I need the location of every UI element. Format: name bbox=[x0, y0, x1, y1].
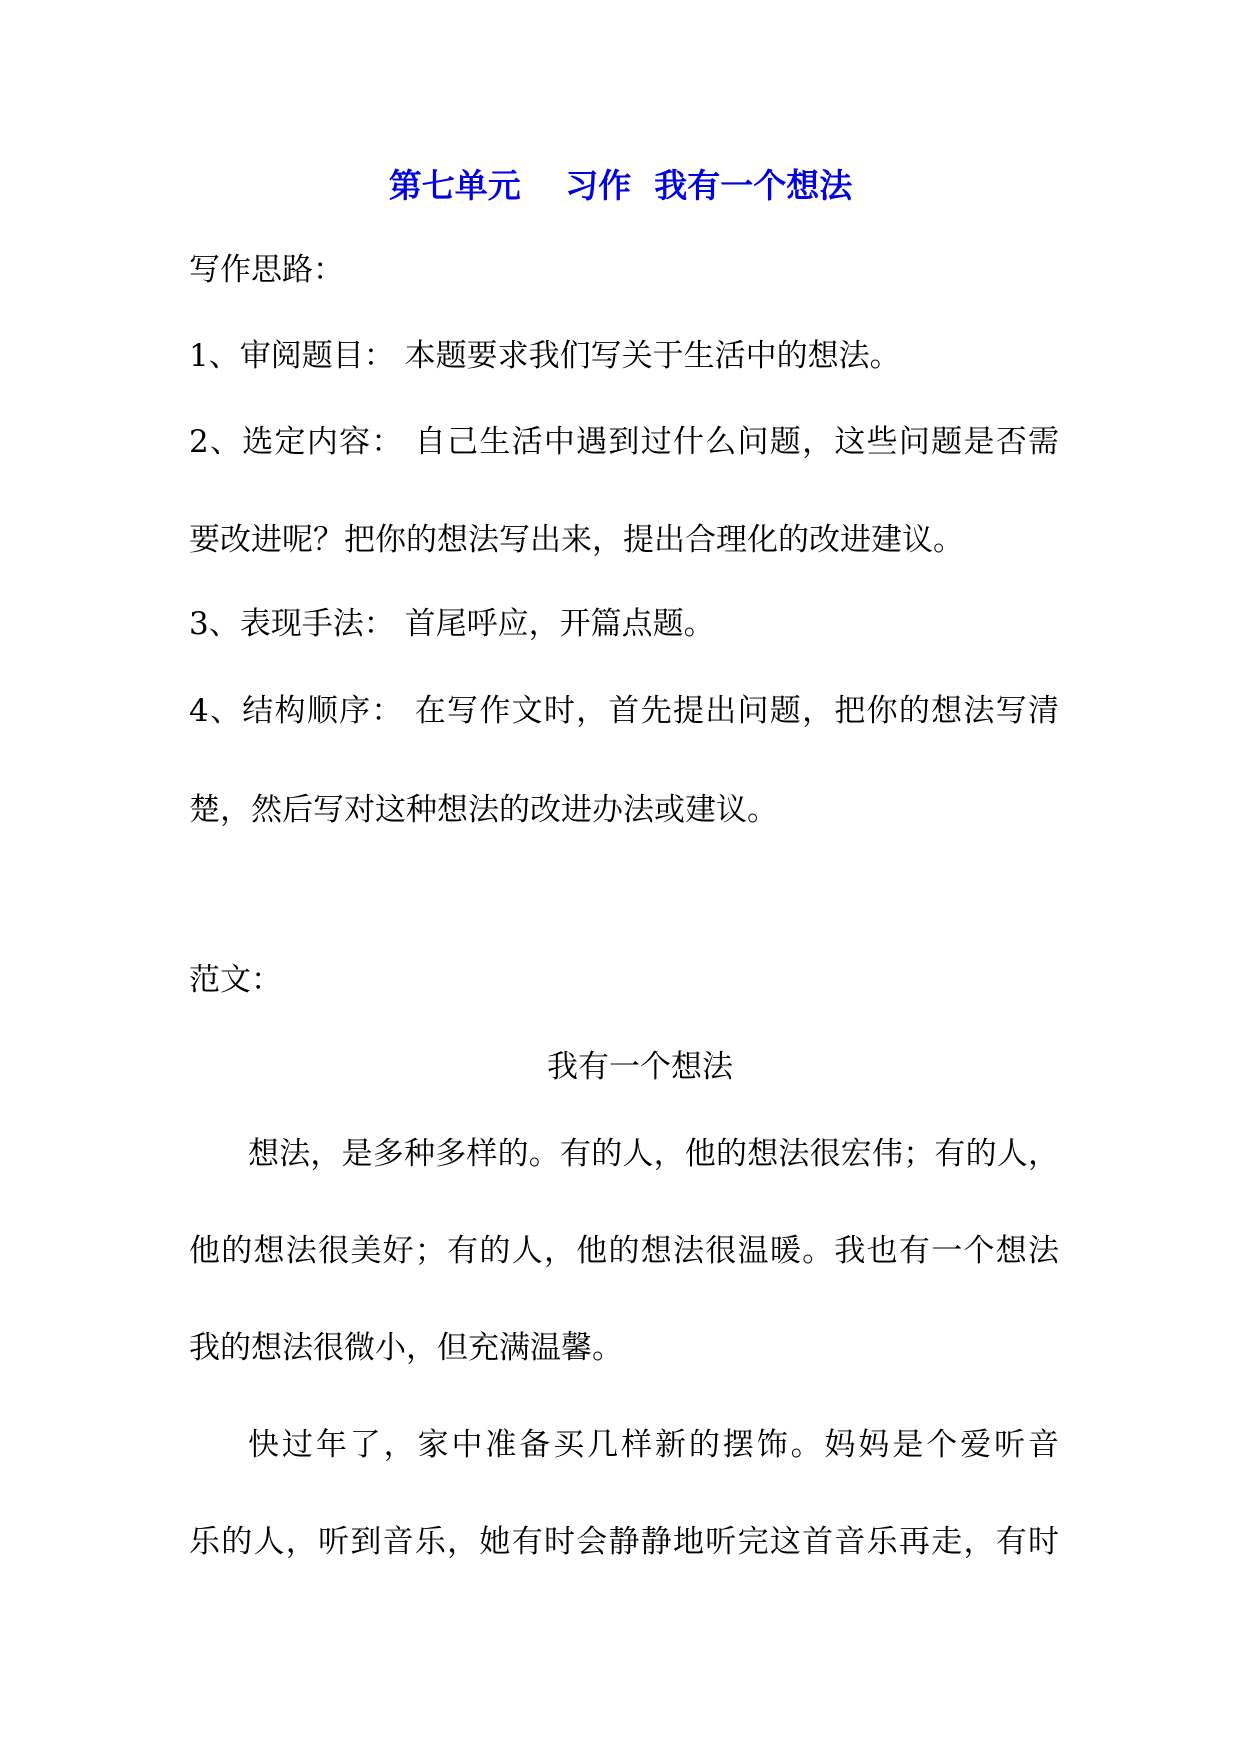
point-4-structure: 4、结构顺序： 在写作文时，首先提出问题，把你的想法写清 bbox=[189, 693, 1059, 729]
essay-paragraph-2-line-1: 快过年了，家中准备买几样新的摆饰。妈妈是个爱听音 bbox=[248, 1427, 1059, 1463]
essay-paragraph-1-line-2: 他的想法很美好；有的人，他的想法很温暖。我也有一个想法 bbox=[189, 1233, 1059, 1269]
point-3-technique: 3、表现手法： 首尾呼应，开篇点题。 bbox=[189, 606, 715, 642]
point-2-continued: 要改进呢？把你的想法写出来，提出合理化的改进建议。 bbox=[189, 522, 964, 558]
point-1-review-topic: 1、审阅题目： 本题要求我们写关于生活中的想法。 bbox=[189, 338, 901, 374]
sample-essay-heading: 范文： bbox=[189, 962, 282, 998]
essay-paragraph-1-line-3: 我的想法很微小，但充满温馨。 bbox=[189, 1330, 623, 1366]
essay-paragraph-2-line-2: 乐的人，听到音乐，她有时会静静地听完这首音乐再走，有时 bbox=[189, 1524, 1059, 1560]
essay-title: 我有一个想法 bbox=[547, 1049, 733, 1085]
writing-ideas-heading: 写作思路： bbox=[189, 252, 344, 288]
point-4-continued: 楚，然后写对这种想法的改进办法或建议。 bbox=[189, 792, 778, 828]
essay-paragraph-1-line-1: 想法，是多种多样的。有的人，他的想法很宏伟；有的人， bbox=[248, 1136, 1059, 1172]
point-2-select-content: 2、选定内容： 自己生活中遇到过什么问题，这些问题是否需 bbox=[189, 424, 1059, 460]
page-title: 第七单元 习作 我有一个想法 bbox=[388, 166, 853, 205]
